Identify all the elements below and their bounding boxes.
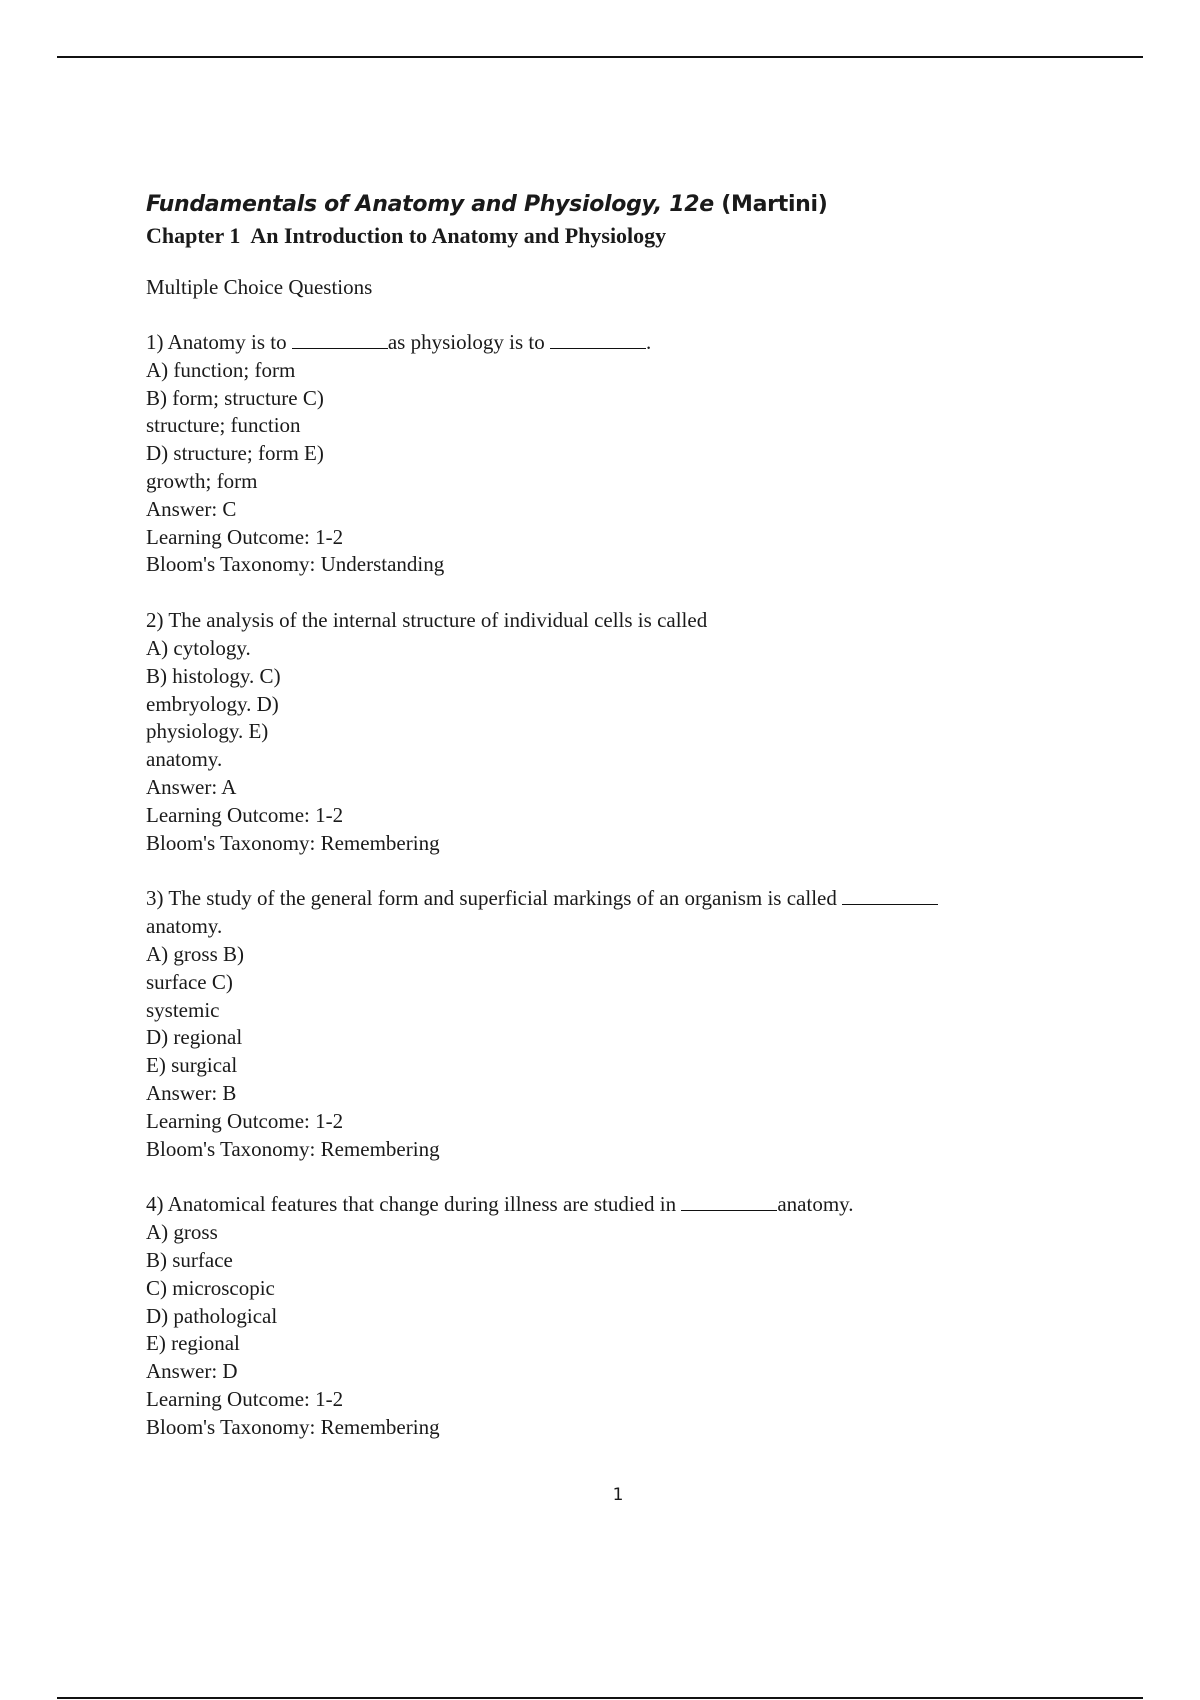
choice-line: structure; function [146,413,301,438]
bottom-rule [57,1697,1143,1699]
stem-text: . [646,330,652,354]
stem-text: 1) Anatomy is to [146,330,292,354]
page-number: 1 [612,1485,624,1505]
chapter-title: An Introduction to Anatomy and Physiology [250,223,667,248]
learning-outcome-line: Learning Outcome: 1-2 [146,1386,344,1411]
chapter-heading [146,221,1046,251]
answer-line: Answer: D [146,1359,238,1384]
choice-line: D) structure; form E) [146,441,324,466]
answer-line: Answer: C [146,496,237,521]
choice-line: physiology. E) [146,719,269,744]
top-rule [57,56,1143,58]
answer-blank [292,330,388,349]
question-stem: 2) The analysis of the internal structure of individual cells is called [146,608,708,633]
choice-line: C) microscopic [146,1275,275,1300]
question-2 [146,607,1046,857]
choice-line: B) histology. C) [146,663,281,688]
stem-text: as physiology is to [387,330,551,354]
answer-line: Answer: A [146,774,237,799]
bloom-taxonomy-line: Bloom's Taxonomy: Remembering [146,1136,440,1161]
bloom-taxonomy-line: Bloom's Taxonomy: Remembering [146,830,440,855]
stem-text: anatomy. [777,1192,854,1217]
learning-outcome-line: Learning Outcome: 1-2 [146,802,344,827]
book-title [146,190,1046,220]
choice-line: systemic [146,997,220,1022]
question-stem [146,885,1046,913]
choice-line: embryology. D) [146,691,279,716]
question-1 [146,329,1046,579]
choice-line: A) gross [146,1220,218,1245]
learning-outcome-line: Learning Outcome: 1-2 [146,1108,344,1133]
learning-outcome-line: Learning Outcome: 1-2 [146,524,344,549]
choice-line: A) function; form [146,357,296,382]
choice-line: growth; form [146,468,258,493]
answer-blank [550,330,646,349]
answer-blank [842,886,938,905]
question-3 [146,885,1046,1163]
stem-text: 3) The study of the general form and superficial markings of an organism is called [146,886,843,911]
choice-line: D) pathological [146,1303,278,1328]
choice-line: anatomy. [146,747,223,772]
answer-line: Answer: B [146,1080,237,1105]
bloom-taxonomy-line: Bloom's Taxonomy: Remembering [146,1414,440,1439]
question-4 [146,1191,1046,1441]
choice-line: surface C) [146,969,233,994]
question-stem [146,329,1046,357]
book-author: (Martini) [721,192,828,217]
section-title: Multiple Choice Questions [146,275,373,299]
choice-line: E) surgical [146,1053,238,1078]
chapter-number: Chapter 1 [146,223,241,248]
book-title-text: Fundamentals of Anatomy and Physiology, 12e [146,192,714,217]
choice-line: B) form; structure C) [146,385,324,410]
bloom-taxonomy-line: Bloom's Taxonomy: Understanding [146,552,445,577]
choice-line: E) regional [146,1331,240,1356]
answer-blank [681,1192,777,1211]
choice-line: B) surface [146,1247,233,1272]
choice-line: A) cytology. [146,635,251,660]
choice-line: A) gross B) [146,941,244,966]
question-stem [146,1191,1046,1219]
choice-line: D) regional [146,1025,243,1050]
stem-text: 4) Anatomical features that change during illness are studied in [146,1192,682,1217]
document-body [146,190,1046,1441]
question-stem-continued: anatomy. [146,914,223,939]
